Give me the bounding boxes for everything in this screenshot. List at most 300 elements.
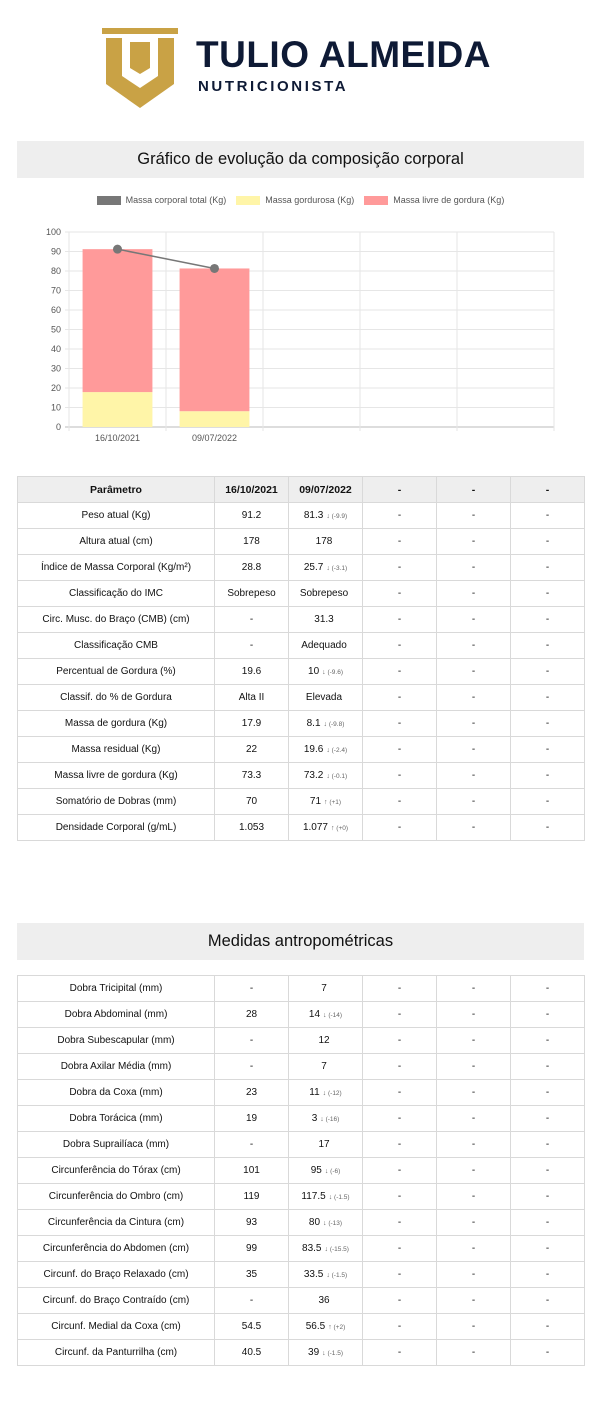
value-date-1: 70: [215, 789, 289, 815]
value-empty-3: -: [363, 976, 437, 1002]
value-date-2: 12: [318, 1035, 330, 1046]
value-empty-4: -: [437, 1210, 511, 1236]
change-value: (-1.5): [331, 1272, 348, 1279]
row-label: Índice de Massa Corporal (Kg/m²): [18, 555, 215, 581]
change-arrow-icon: ↑: [328, 1324, 332, 1331]
change-arrow-icon: ↓: [326, 513, 330, 520]
value-empty-3: -: [363, 789, 437, 815]
value-date-2: 31.3: [314, 614, 334, 625]
value-empty-4: -: [437, 1262, 511, 1288]
value-date-2-cell: [289, 1236, 363, 1262]
change-indicator: [328, 1324, 345, 1331]
value-empty-5: -: [511, 789, 585, 815]
value-empty-3: -: [363, 1132, 437, 1158]
bar-lean-mass: [180, 268, 250, 411]
value-empty-4: -: [437, 763, 511, 789]
value-empty-4: -: [437, 789, 511, 815]
value-date-1: 23: [215, 1080, 289, 1106]
change-indicator: [322, 669, 343, 676]
row-label: Circunferência do Ombro (cm): [18, 1184, 215, 1210]
value-empty-5: -: [511, 581, 585, 607]
value-date-2: 80: [308, 1217, 321, 1228]
header-parameter: Parâmetro: [18, 477, 215, 503]
value-date-1: 19.6: [215, 659, 289, 685]
row-label: Classif. do % de Gordura: [18, 685, 215, 711]
table-row: [18, 633, 585, 659]
row-label: Circ. Musc. do Braço (CMB) (cm): [18, 607, 215, 633]
value-empty-5: -: [511, 1080, 585, 1106]
row-label: Dobra da Coxa (mm): [18, 1080, 215, 1106]
bar-fat-mass: [180, 411, 250, 427]
row-label: Percentual de Gordura (%): [18, 659, 215, 685]
change-arrow-icon: ↓: [326, 565, 330, 572]
value-date-1: 28.8: [215, 555, 289, 581]
value-date-2-cell: [289, 1054, 363, 1080]
change-arrow-icon: ↓: [326, 773, 330, 780]
table-row: [18, 1314, 585, 1340]
table-row: [18, 503, 585, 529]
change-value: (+2): [333, 1324, 346, 1331]
value-date-2-cell: [289, 529, 363, 555]
table-row: [18, 1184, 585, 1210]
value-empty-5: -: [511, 1314, 585, 1340]
value-empty-4: -: [437, 1184, 511, 1210]
value-date-1: 178: [215, 529, 289, 555]
change-indicator: [326, 773, 347, 780]
value-empty-3: -: [363, 1236, 437, 1262]
value-date-2-cell: [289, 815, 363, 841]
table-row: [18, 1028, 585, 1054]
change-value: (+0): [336, 825, 349, 832]
x-tick-label: 09/07/2022: [191, 433, 238, 443]
table-row: [18, 1132, 585, 1158]
change-value: (-1.5): [327, 1350, 343, 1357]
table-row: [18, 1080, 585, 1106]
bar-fat-mass: [83, 392, 153, 427]
value-empty-5: -: [511, 815, 585, 841]
row-label: Classificação do IMC: [18, 581, 215, 607]
row-label: Circunferência da Cintura (cm): [18, 1210, 215, 1236]
composition-chart: [17, 188, 584, 450]
value-empty-5: -: [511, 1210, 585, 1236]
table-row: [18, 1288, 585, 1314]
row-label: Dobra Suprailíaca (mm): [18, 1132, 215, 1158]
value-date-2-cell: [289, 1210, 363, 1236]
table-header-row: [18, 477, 585, 503]
legend-label-total: Massa corporal total (Kg): [125, 195, 227, 205]
change-value: (-9.6): [327, 669, 343, 676]
value-empty-4: -: [437, 1236, 511, 1262]
value-empty-4: -: [437, 1158, 511, 1184]
change-arrow-icon: ↓: [326, 1272, 330, 1279]
value-date-2-cell: [289, 1080, 363, 1106]
row-label: Circunf. do Braço Contraído (cm): [18, 1288, 215, 1314]
x-tick-label: 16/10/2021: [94, 433, 141, 443]
value-date-1: 19: [215, 1106, 289, 1132]
value-empty-3: -: [363, 607, 437, 633]
change-indicator: [326, 747, 347, 754]
change-indicator: [325, 1168, 340, 1175]
value-date-2-cell: [289, 581, 363, 607]
value-date-2: 33.5: [303, 1269, 324, 1280]
value-date-2-cell: [289, 763, 363, 789]
value-empty-5: -: [511, 503, 585, 529]
y-tick-label: 90: [50, 246, 61, 257]
table-row: [18, 1002, 585, 1028]
change-indicator: [324, 799, 341, 806]
change-indicator: [326, 1272, 347, 1279]
value-date-2-cell: [289, 1314, 363, 1340]
row-label: Classificação CMB: [18, 633, 215, 659]
change-arrow-icon: ↓: [322, 669, 326, 676]
value-empty-3: -: [363, 815, 437, 841]
change-arrow-icon: ↓: [323, 1220, 327, 1227]
value-empty-5: -: [511, 633, 585, 659]
value-date-2: 117.5: [301, 1191, 326, 1202]
y-tick-label: 100: [45, 227, 61, 237]
value-empty-3: -: [363, 1054, 437, 1080]
y-tick-label: 50: [50, 324, 61, 335]
change-value: (-0.1): [331, 773, 348, 780]
point-total-mass: [113, 245, 122, 254]
value-date-1: 73.3: [215, 763, 289, 789]
value-date-2: 36: [318, 1295, 330, 1306]
table-row: [18, 1158, 585, 1184]
change-indicator: [323, 1090, 342, 1097]
value-empty-4: -: [437, 1054, 511, 1080]
value-empty-5: -: [511, 1340, 585, 1366]
change-value: (-13): [328, 1220, 343, 1227]
change-indicator: [325, 1246, 349, 1253]
value-empty-3: -: [363, 1288, 437, 1314]
table-row: [18, 1106, 585, 1132]
anthro-table: [17, 975, 585, 1366]
value-empty-3: -: [363, 711, 437, 737]
value-empty-4: -: [437, 633, 511, 659]
value-date-2: 8.1: [306, 718, 321, 729]
table-row: [18, 737, 585, 763]
point-total-mass: [210, 264, 219, 273]
change-indicator: [323, 1012, 342, 1019]
value-empty-4: -: [437, 529, 511, 555]
value-date-1: 17.9: [215, 711, 289, 737]
row-label: Somatório de Dobras (mm): [18, 789, 215, 815]
chart-plot: [17, 188, 584, 450]
value-empty-5: -: [511, 737, 585, 763]
value-date-2-cell: [289, 1158, 363, 1184]
value-empty-3: -: [363, 581, 437, 607]
value-date-2: 11: [309, 1087, 320, 1098]
chart-section-title: Gráfico de evolução da composição corporal: [17, 141, 584, 178]
change-indicator: [320, 1116, 339, 1123]
value-empty-3: -: [363, 1314, 437, 1340]
change-indicator: [329, 1194, 350, 1201]
value-empty-3: -: [363, 1184, 437, 1210]
y-tick-label: 80: [50, 266, 61, 276]
table-row: [18, 607, 585, 633]
value-date-2: 39: [308, 1347, 320, 1358]
value-date-2: 73.2: [303, 770, 324, 781]
change-arrow-icon: ↓: [323, 721, 328, 728]
value-date-2-cell: [289, 1028, 363, 1054]
value-empty-3: -: [363, 1210, 437, 1236]
change-value: (-9.9): [331, 513, 348, 520]
value-date-2-cell: [289, 659, 363, 685]
change-value: (-16): [325, 1116, 340, 1123]
change-indicator: [322, 1350, 343, 1357]
value-date-2-cell: [289, 1262, 363, 1288]
value-date-1: 1.053: [215, 815, 289, 841]
value-empty-5: -: [511, 1184, 585, 1210]
brand-subtitle: NUTRICIONISTA: [198, 78, 349, 95]
y-tick-label: 40: [50, 344, 61, 354]
row-label: Circunferência do Tórax (cm): [18, 1158, 215, 1184]
value-date-2: 10: [308, 666, 320, 677]
y-tick-label: 0: [55, 422, 61, 432]
value-date-2-cell: [289, 737, 363, 763]
value-date-2: 25.7: [303, 562, 324, 573]
y-tick-label: 30: [50, 363, 61, 374]
value-date-1: -: [215, 633, 289, 659]
value-empty-5: -: [511, 711, 585, 737]
change-value: (-2.4): [331, 747, 348, 754]
y-tick-label: 70: [50, 285, 61, 296]
table-row: [18, 659, 585, 685]
change-arrow-icon: ↓: [324, 1246, 328, 1253]
value-date-1: -: [215, 1054, 289, 1080]
header-empty-4: -: [437, 477, 511, 503]
value-date-2-cell: [289, 503, 363, 529]
value-empty-3: -: [363, 1262, 437, 1288]
change-value: (-9.8): [328, 721, 345, 728]
row-label: Circunf. da Panturrilha (cm): [18, 1340, 215, 1366]
row-label: Densidade Corporal (g/mL): [18, 815, 215, 841]
row-label: Circunf. do Braço Relaxado (cm): [18, 1262, 215, 1288]
change-value: (-14): [328, 1012, 343, 1019]
table-row: [18, 581, 585, 607]
change-arrow-icon: ↓: [323, 1012, 327, 1019]
value-date-2-cell: [289, 1106, 363, 1132]
value-date-2-cell: [289, 1340, 363, 1366]
value-empty-5: -: [511, 763, 585, 789]
header-empty-5: -: [511, 477, 585, 503]
change-value: (-15.5): [329, 1246, 349, 1253]
change-value: (-1.5): [334, 1194, 350, 1201]
value-empty-5: -: [511, 1158, 585, 1184]
brand-name: TULIO ALMEIDA: [196, 34, 491, 75]
anthro-section-title: Medidas antropométricas: [17, 923, 584, 960]
value-empty-4: -: [437, 737, 511, 763]
value-empty-4: -: [437, 607, 511, 633]
change-value: (-6): [330, 1168, 341, 1175]
value-date-2: Sobrepeso: [299, 588, 349, 599]
change-indicator: [326, 565, 347, 572]
row-label: Dobra Torácica (mm): [18, 1106, 215, 1132]
value-empty-3: -: [363, 555, 437, 581]
value-empty-5: -: [511, 607, 585, 633]
value-empty-4: -: [437, 1002, 511, 1028]
change-arrow-icon: ↓: [322, 1090, 327, 1097]
value-date-2: 83.5: [302, 1243, 322, 1254]
value-empty-4: -: [437, 1106, 511, 1132]
value-date-1: -: [215, 976, 289, 1002]
row-label: Dobra Abdominal (mm): [18, 1002, 215, 1028]
table-row: [18, 789, 585, 815]
value-empty-4: -: [437, 1080, 511, 1106]
value-empty-5: -: [511, 529, 585, 555]
change-arrow-icon: ↓: [322, 1350, 326, 1357]
value-empty-4: -: [437, 815, 511, 841]
table-row: [18, 1054, 585, 1080]
value-date-2: Adequado: [301, 640, 347, 651]
logo-shield-icon: [102, 28, 178, 112]
header-date-1: 16/10/2021: [215, 477, 289, 503]
value-empty-3: -: [363, 529, 437, 555]
change-arrow-icon: ↓: [324, 1168, 329, 1175]
table-row: [18, 976, 585, 1002]
change-indicator: [323, 1220, 342, 1227]
value-empty-5: -: [511, 555, 585, 581]
row-label: Massa residual (Kg): [18, 737, 215, 763]
value-date-1: Sobrepeso: [215, 581, 289, 607]
value-empty-3: -: [363, 1028, 437, 1054]
value-date-2: 1.077: [302, 822, 328, 833]
value-empty-5: -: [511, 976, 585, 1002]
value-empty-4: -: [437, 1340, 511, 1366]
value-empty-4: -: [437, 711, 511, 737]
table-row: [18, 1236, 585, 1262]
row-label: Massa livre de gordura (Kg): [18, 763, 215, 789]
change-value: (+1): [329, 799, 342, 806]
change-arrow-icon: ↓: [326, 747, 330, 754]
value-date-1: 101: [215, 1158, 289, 1184]
value-date-2-cell: [289, 711, 363, 737]
value-empty-3: -: [363, 737, 437, 763]
value-date-1: 28: [215, 1002, 289, 1028]
row-label: Peso atual (Kg): [18, 503, 215, 529]
bar-lean-mass: [83, 249, 153, 392]
value-empty-4: -: [437, 1288, 511, 1314]
value-date-1: -: [215, 1028, 289, 1054]
value-empty-4: -: [437, 503, 511, 529]
value-date-2: 7: [321, 1061, 327, 1072]
value-date-1: 35: [215, 1262, 289, 1288]
value-empty-5: -: [511, 1028, 585, 1054]
value-empty-4: -: [437, 1314, 511, 1340]
value-date-2-cell: [289, 555, 363, 581]
value-date-1: 119: [215, 1184, 289, 1210]
value-empty-5: -: [511, 1106, 585, 1132]
value-empty-4: -: [437, 685, 511, 711]
value-date-2-cell: [289, 1132, 363, 1158]
change-indicator: [331, 825, 348, 832]
value-empty-4: -: [437, 659, 511, 685]
page-header: [0, 0, 600, 120]
value-empty-5: -: [511, 659, 585, 685]
value-empty-3: -: [363, 1080, 437, 1106]
row-label: Dobra Axilar Média (mm): [18, 1054, 215, 1080]
value-date-2-cell: [289, 1184, 363, 1210]
table-row: [18, 815, 585, 841]
value-date-2-cell: [289, 633, 363, 659]
row-label: Massa de gordura (Kg): [18, 711, 215, 737]
value-date-1: -: [215, 607, 289, 633]
value-empty-3: -: [363, 1002, 437, 1028]
table-row: [18, 1262, 585, 1288]
value-empty-5: -: [511, 1236, 585, 1262]
legend-label-lean: Massa livre de gordura (Kg): [393, 195, 505, 205]
table-row: [18, 1210, 585, 1236]
value-date-1: -: [215, 1288, 289, 1314]
table-row: [18, 711, 585, 737]
value-empty-3: -: [363, 1158, 437, 1184]
table-row: [18, 685, 585, 711]
table-row: [18, 529, 585, 555]
value-date-2: 95: [310, 1165, 322, 1176]
change-value: (-3.1): [331, 565, 348, 572]
value-empty-5: -: [511, 1002, 585, 1028]
change-arrow-icon: ↓: [328, 1194, 333, 1201]
row-label: Altura atual (cm): [18, 529, 215, 555]
value-empty-5: -: [511, 1132, 585, 1158]
value-date-2: 3: [311, 1113, 318, 1124]
value-empty-5: -: [511, 685, 585, 711]
value-date-2-cell: [289, 1288, 363, 1314]
value-date-1: 91.2: [215, 503, 289, 529]
value-date-2-cell: [289, 685, 363, 711]
value-date-1: 22: [215, 737, 289, 763]
value-date-1: 40.5: [215, 1340, 289, 1366]
change-arrow-icon: ↑: [330, 825, 335, 832]
row-label: Circunf. Medial da Coxa (cm): [18, 1314, 215, 1340]
value-date-1: Alta II: [215, 685, 289, 711]
value-empty-5: -: [511, 1262, 585, 1288]
value-date-2-cell: [289, 976, 363, 1002]
value-date-2: 17: [318, 1139, 330, 1150]
legend-label-fat: Massa gordurosa (Kg): [265, 195, 355, 205]
y-tick-label: 10: [50, 402, 61, 413]
change-indicator: [324, 721, 345, 728]
change-arrow-icon: ↑: [324, 799, 328, 806]
value-empty-3: -: [363, 1340, 437, 1366]
value-empty-3: -: [363, 1106, 437, 1132]
header-empty-3: -: [363, 477, 437, 503]
row-label: Dobra Tricipital (mm): [18, 976, 215, 1002]
value-empty-4: -: [437, 1028, 511, 1054]
composition-table: [17, 476, 585, 841]
value-date-2: 14: [308, 1009, 321, 1020]
value-empty-3: -: [363, 685, 437, 711]
change-arrow-icon: ↓: [320, 1116, 324, 1123]
value-date-1: 99: [215, 1236, 289, 1262]
row-label: Circunferência do Abdomen (cm): [18, 1236, 215, 1262]
value-date-1: 93: [215, 1210, 289, 1236]
value-date-2-cell: [289, 607, 363, 633]
table-row: [18, 1340, 585, 1366]
value-date-2: 7: [321, 983, 327, 994]
value-empty-5: -: [511, 1288, 585, 1314]
value-date-2: Elevada: [305, 692, 343, 703]
value-date-2: 81.3: [303, 510, 324, 521]
value-empty-3: -: [363, 763, 437, 789]
value-date-2-cell: [289, 1002, 363, 1028]
value-empty-4: -: [437, 581, 511, 607]
y-tick-label: 20: [50, 383, 61, 393]
value-empty-3: -: [363, 659, 437, 685]
table-row: [18, 763, 585, 789]
value-empty-3: -: [363, 633, 437, 659]
value-date-1: 54.5: [215, 1314, 289, 1340]
